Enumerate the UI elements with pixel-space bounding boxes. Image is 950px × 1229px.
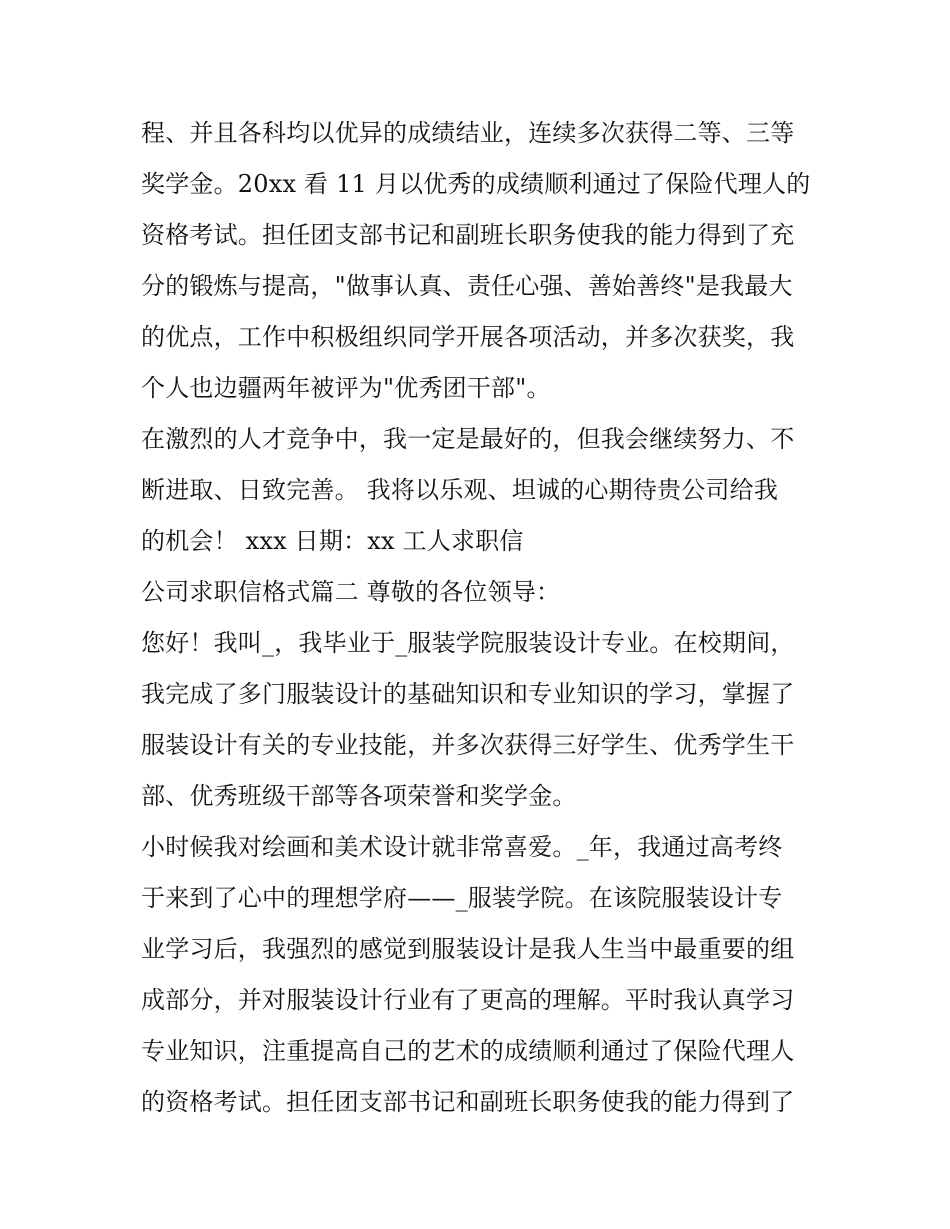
text-line: 奖学金。20xx 看 11 月以优秀的成绩顺利通过了保险代理人的	[141, 170, 811, 198]
text-line: 在激烈的人才竞争中，我一定是最好的，但我会继续努力、不	[141, 425, 795, 453]
text-line: 小时候我对绘画和美术设计就非常喜爱。_年，我通过高考终	[141, 833, 783, 861]
text-line: 于来到了心中的理想学府——_服装学院。在该院服装设计专	[141, 884, 783, 912]
text-line: 的资格考试。担任团支部书记和副班长职务使我的能力得到了	[141, 1088, 795, 1116]
text-line: 业学习后，我强烈的感觉到服装设计是我人生当中最重要的组	[141, 935, 795, 963]
text-line: 程、并且各科均以优异的成绩结业，连续多次获得二等、三等	[141, 119, 795, 147]
text-line: 成部分，并对服装设计行业有了更高的理解。平时我认真学习	[141, 986, 795, 1014]
document-body	[141, 108, 821, 1128]
text-line: 服装设计有关的专业技能，并多次获得三好学生、优秀学生干	[141, 731, 795, 759]
text-line: 资格考试。担任团支部书记和副班长职务使我的能力得到了充	[141, 221, 795, 249]
text-line: 部、优秀班级干部等各项荣誉和奖学金。	[141, 782, 577, 810]
text-line: 个人也边疆两年被评为"优秀团干部"。	[141, 374, 551, 402]
text-line: 我完成了多门服装设计的基础知识和专业知识的学习，掌握了	[141, 680, 795, 708]
text-line: 专业知识，注重提高自己的艺术的成绩顺利通过了保险代理人	[141, 1037, 795, 1065]
text-line: 断进取、日致完善。 我将以乐观、坦诚的心期待贵公司给我	[141, 476, 779, 504]
text-line: 分的锻炼与提高，"做事认真、责任心强、善始善终"是我最大	[141, 272, 793, 300]
text-line: 公司求职信格式篇二 尊敬的各位领导：	[141, 578, 561, 606]
text-line: 您好！我叫_，我毕业于_服装学院服装设计专业。在校期间，	[141, 629, 795, 657]
text-line: 的优点，工作中积极组织同学开展各项活动，并多次获奖，我	[141, 323, 795, 351]
text-line: 的机会！ xxx 日期：xx 工人求职信	[141, 527, 524, 555]
